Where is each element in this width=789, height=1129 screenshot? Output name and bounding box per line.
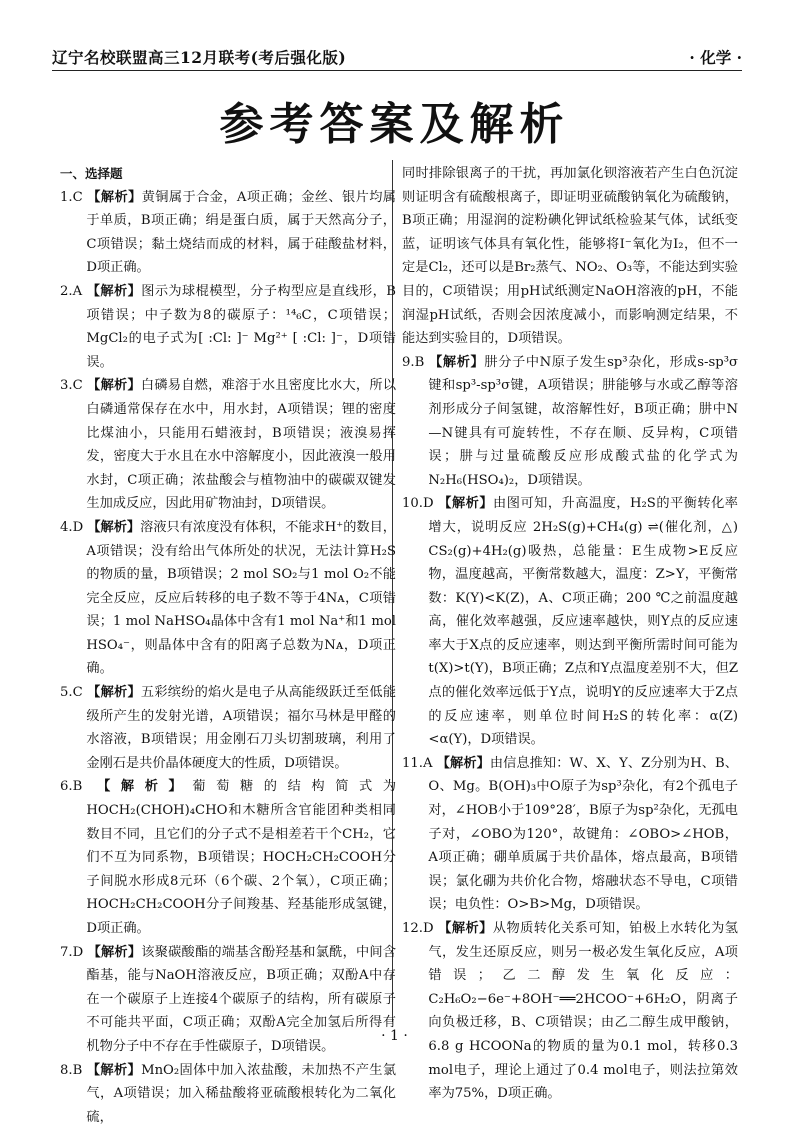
answer-item: [60, 186, 396, 280]
answer-number: 10.D: [402, 496, 439, 512]
answer-text: 该聚碳酸酯的端基含酚羟基和氯酰，中间含酯基，能与NaOH溶液反应，B项正确；双酚A中存在一个碳原子上连接4个碳原子的结构，所有碳原子不可能共平面，C项正确；双酚A完全加氢后所得有机物分子中不存在手性碳原子，D项错误。: [86, 944, 397, 1054]
page-title: 参考答案及解析: [219, 99, 570, 150]
answer-item: [402, 752, 738, 917]
section-heading: 一、选择题: [60, 166, 123, 181]
answer-item: [402, 351, 738, 493]
answer-text: 肼分子中N原子发生sp³杂化，形成s-sp³σ键和sp³-sp³σ键，A项错误；肼能够与水或乙醇等溶剂形成分子间氢键，故溶解性好，B项正确；肼中N—N键具有可旋转性，不存在顺、反异构，C项错误；肼与过量硫酸反应形成酸式盐的化学式为N₂H₆(HSO₄)₂，D项错误。: [428, 354, 739, 488]
answer-number: 7.D: [60, 944, 88, 960]
right-column: [402, 162, 738, 1106]
page-number: · 1 ·: [381, 1028, 408, 1044]
analysis-tag: 【解析】: [87, 685, 141, 701]
answer-number: 11.A: [402, 755, 437, 771]
answer-text: 由信息推知：W、X、Y、Z分别为H、B、O、Mg。B(OH)₃中O原子为sp³杂化，有2个孤电子对，∠HOB小于109°28′，B原子为sp²杂化，无孤电子对，∠OBO为120°，故键角：∠OBO>∠HOB，A项正确；硼单质属于共价晶体，熔点最高，B项错误；氯化硼为共价化合物，熔融状态不导电，C项错误；电负性：O>B>Mg，D项错误。: [428, 755, 738, 913]
subject-label: · 化学 ·: [689, 48, 742, 67]
answer-item: [60, 681, 396, 775]
analysis-tag: 【解析】: [87, 519, 141, 535]
answer-number: 3.C: [60, 378, 88, 394]
answer-text: 黄铜属于合金，A项正确；金丝、银片均属于单质，B项正确；绢是蛋白质，属于天然高分子，C项错误；黏土烧结而成的材料，属于硅酸盐材料，D项正确。: [86, 189, 396, 276]
answer-number: 9.B: [402, 354, 430, 370]
analysis-tag: 【解析】: [429, 354, 485, 370]
analysis-tag: 【解析】: [87, 189, 142, 205]
analysis-tag: 【解析】: [436, 755, 490, 771]
answer-item: [60, 280, 396, 374]
answer-item: [402, 162, 738, 351]
answer-text: 图示为球棍模型，分子构型应是直线形，B项错误；中子数为8的碳原子：¹⁴₆C，C项错误；MgCl₂的电子式为[ :Cl: ]⁻ Mg²⁺ [ :Cl: ]⁻，D项错误。: [86, 283, 396, 370]
answer-number: 6.B: [60, 779, 98, 795]
answer-text: 同时排除银离子的干扰，再加氯化钡溶液若产生白色沉淀则证明含有硫酸根离子，即证明亚硫酸钠氧化为硫酸钠，B项正确；用湿润的淀粉碘化钾试纸检验某气体，试纸变蓝，证明该气体具有氧化性，能够将I⁻氧化为I₂，但不一定是Cl₂，还可以是Br₂蒸气、NO₂、O₃等，不能达到实验目的，C项错误；用pH试纸测定NaOH溶液的pH，不能润湿pH试纸，否则会因浓度减小，而影响测定结果，不能达到实验目的，D项错误。: [402, 166, 738, 347]
answer-item: [60, 374, 396, 516]
answer-number: 8.B: [60, 1062, 87, 1078]
answer-item: [60, 1059, 396, 1129]
answer-number: 4.D: [60, 519, 88, 535]
analysis-tag: 【解析】: [86, 283, 142, 299]
analysis-tag: 【解析】: [87, 378, 141, 394]
answer-text: 从物质转化关系可知，铂极上水转化为氢气，发生还原反应，则另一极必发生氧化反应，A项错误；乙二醇发生氧化反应：C₂H₆O₂−6e⁻+8OH⁻══2HCOO⁻+6H₂O，阴离子向负极迁移，B、C项错误；由乙二醇生成甲酸钠，6.8 g HCOONa的物质的量为0.1 mol，转移0.3 mol电子，理论上通过了0.4 mol电子，则法拉第效率为75%，D项正确。: [428, 921, 738, 1102]
answer-number: 2.A: [60, 283, 87, 299]
answer-text: 溶液只有浓度没有体积，不能求H⁺的数目，A项错误；没有给出气体所处的状况，无法计算H₂S的物质的量，B项错误；2 mol SO₂与1 mol O₂不能完全反应，反应后转移的电子数不等于4Nᴀ，C项错误；1 mol NaHSO₄晶体中含有1 mol Na⁺和1 mol HSO₄⁻，则晶体中含有的阳离子总数为Nᴀ，D项正确。: [86, 519, 396, 677]
analysis-tag: 【解析】: [86, 1062, 142, 1078]
answer-number: 5.C: [60, 685, 88, 701]
answer-item: [402, 492, 738, 752]
answer-text: MnO₂固体中加入浓盐酸，未加热不产生氯气，A项错误；加入稀盐酸将亚硫酸根转化为二氧化硫，: [86, 1062, 397, 1125]
left-column: [60, 162, 396, 1129]
answer-text: 五彩缤纷的焰火是电子从高能级跃迁至低能级所产生的发射光谱，A项错误；福尔马林是甲醛的水溶液，B项错误；用金刚石刀头切割玻璃，利用了金刚石是共价晶体硬度大的性质，D项错误。: [86, 685, 397, 771]
answer-text: 由图可知，升高温度，H₂S的平衡转化率增大，说明反应 2H₂S(g)+CH₄(g) ⇌(催化剂，△) CS₂(g)+4H₂(g)吸热，总能量：E生成物>E反应物，温度越高，平衡常数越大，温度：Z>Y，平衡常数：K(Y)<K(Z)，A、C项正确；200 ℃之前温度越高，催化效率越强，反应速率越快，则Y点的反应速率大于X点的反应速率，则达到平衡所需时间可能为t(X)>t(Y)，B项正确；Z点和Y点温度差别不大，但Z点的催化效率远低于Y点，说明Y的反应速率大于Z点的反应速率，则单位时间H₂S的转化率：α(Z)<α(Y)，D项错误。: [428, 496, 738, 748]
analysis-tag: 【解析】: [87, 944, 142, 960]
answer-text: 葡萄糖的结构简式为HOCH₂(CHOH)₄CHO和木糖所含官能团种类相同数目不同，且它们的分子式不是相差若干个CH₂，它们不互为同系物，B项错误；HOCH₂CH₂COOH分子间脱水形成8元环（6个碳、2个氧），C项正确；HOCH₂CH₂COOH分子间羧基、羟基能形成氢键，D项正确。: [86, 779, 397, 936]
analysis-tag: 【解析】: [438, 921, 493, 936]
right-answer-list: [402, 162, 738, 1106]
answer-item: [402, 917, 738, 1106]
page-header: [52, 46, 742, 71]
answer-text: 白磷易自燃，难溶于水且密度比水大，所以白磷通常保存在水中，用水封，A项错误；锂的密度比煤油小，只能用石蜡液封，B项错误；液溴易挥发，密度大于水且在水中溶解度小，因此液溴一般用水封，C项正确；浓盐酸会与植物油中的碳碳双键发生加成反应，因此用矿物油封，D项错误。: [86, 378, 397, 512]
answer-number: 12.D: [402, 921, 439, 936]
answer-item: [60, 775, 396, 940]
left-answer-list: [60, 186, 396, 1129]
answer-item: [60, 516, 396, 681]
answer-number: 1.C: [60, 189, 88, 205]
exam-title: 辽宁名校联盟高三12月联考(考后强化版): [52, 48, 347, 67]
analysis-tag: 【解析】: [97, 779, 193, 795]
analysis-tag: 【解析】: [438, 496, 494, 512]
